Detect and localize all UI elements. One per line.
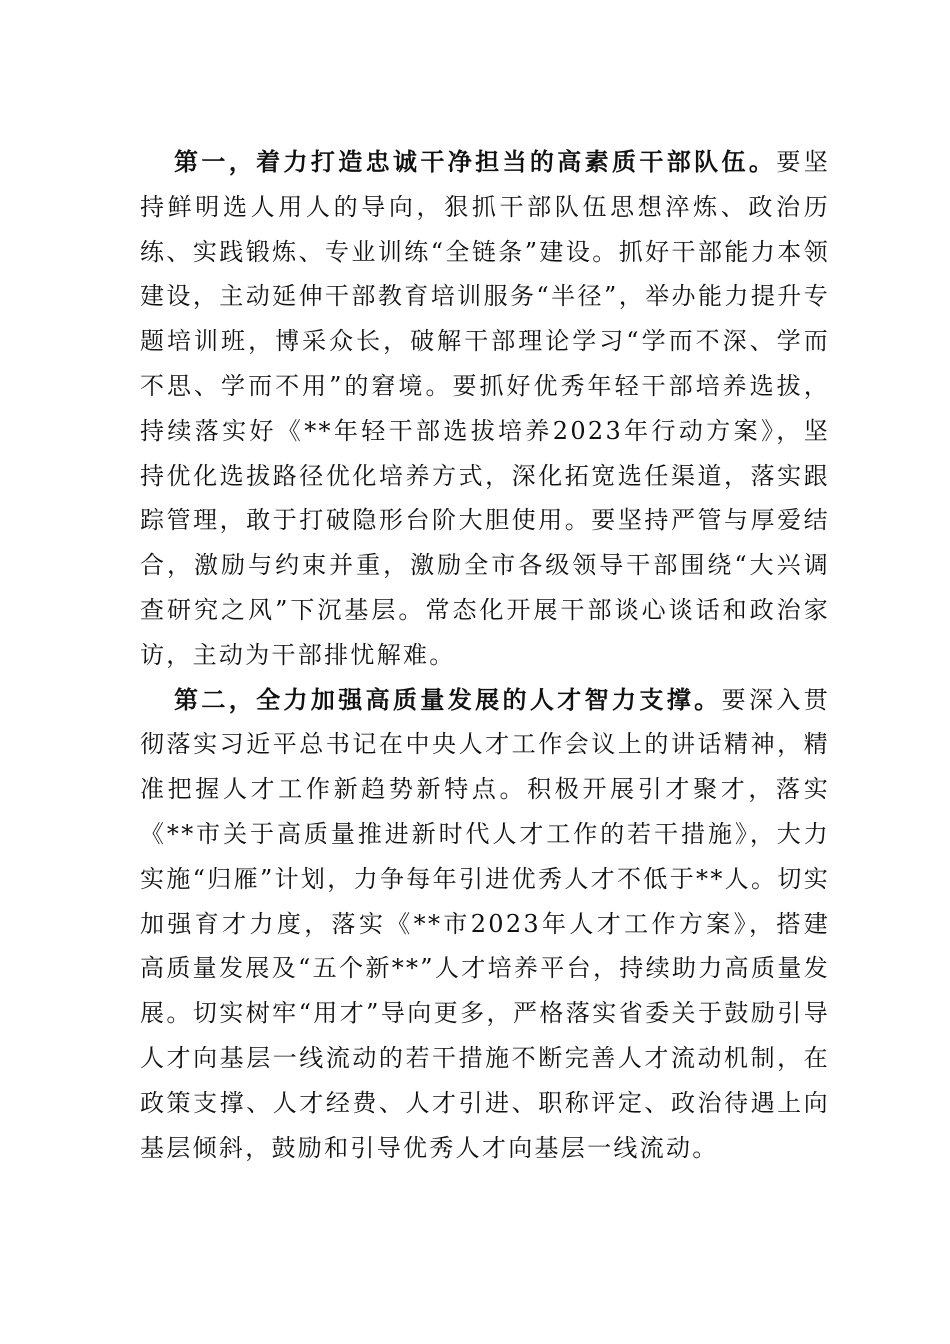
paragraph-talent-support [140,678,830,1171]
paragraph-text: 要深入贯彻落实习近平总书记在中央人才工作会议上的讲话精神，精准把握人才工作新趋势新特点。积极开展引才聚才，落实《**市关于高质量推进新时代人才工作的若干措施》，大力实施“归雁”计划，力争每年引进优秀人才不低于**人。切实加强育才力度，落实《**市2023年人才工作方案》，搭建高质量发展及“五个新**”人才培养平台，持续助力高质量发展。切实树牢“用才”导向更多，严格落实省委关于鼓励引导人才向基层一线流动的若干措施不断完善人才流动机制，在政策支撑、人才经费、人才引进、职称评定、政治待遇上向基层倾斜，鼓励和引导优秀人才向基层一线流动。 [140,685,830,1162]
paragraph-text: 要坚持鲜明选人用人的导向，狠抓干部队伍思想淬炼、政治历练、实践锻炼、专业训练“全链条”建设。抓好干部能力本领建设，主动延伸干部教育培训服务“半径”，举办能力提升专题培训班，博采众长，破解干部理论学习“学而不深、学而不思、学而不用”的窘境。要抓好优秀年轻干部培养选拔，持续落实好《**年轻干部选拔培养2023年行动方案》，坚持优化选拔路径优化培养方式，深化拓宽选任渠道，落实跟踪管理，敢于打破隐形台阶大胆使用。要坚持严管与厚爱结合，激励与约束并重，激励全市各级领导干部围绕“大兴调查研究之风”下沉基层。常态化开展干部谈心谈话和政治家访，主动为干部排忧解难。 [140,148,830,669]
paragraph-heading: 第二，全力加强高质量发展的人才智力支撑。 [174,684,722,714]
paragraph-cadre-team [140,140,830,678]
document-body [140,140,830,1170]
paragraph-heading: 第一，着力打造忠诚干净担当的高素质干部队伍。 [174,147,777,176]
